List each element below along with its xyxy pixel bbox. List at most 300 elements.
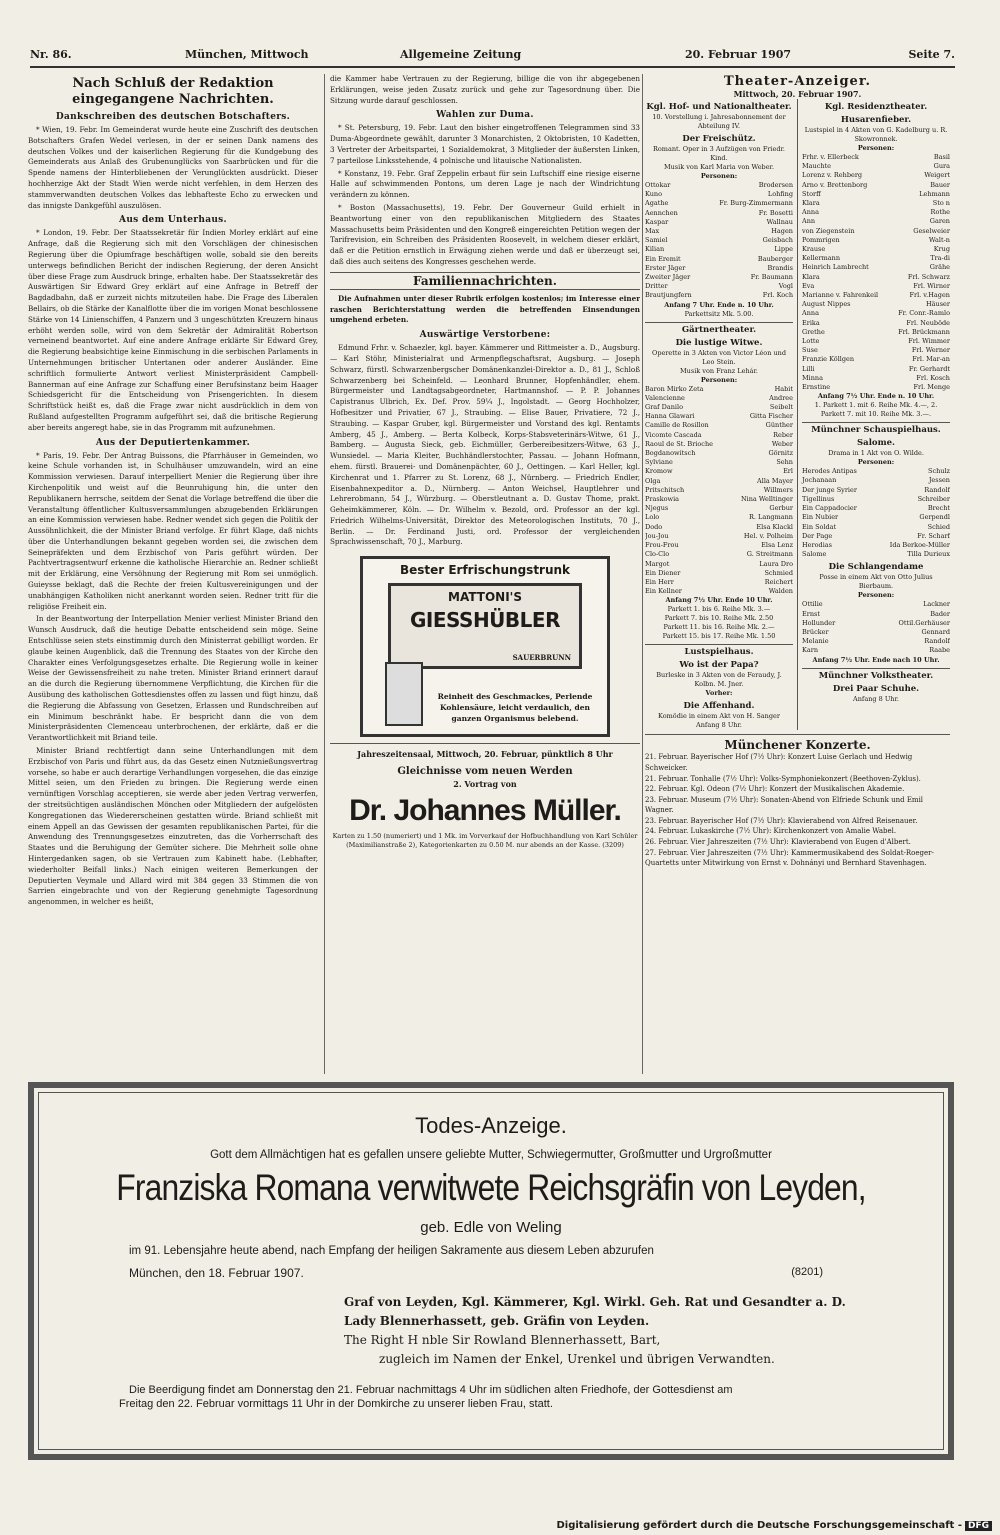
role-name: Krause <box>802 245 826 254</box>
cast-row <box>802 467 950 476</box>
concert-item: 21. Februar. Tonhalle (7½ Uhr): Volks-Symphoniekonzert (Beethoven-Zyklus). <box>645 774 921 783</box>
actor-name: Habit <box>774 384 793 393</box>
cast-row <box>645 431 793 440</box>
actor-name: Garen <box>929 217 950 226</box>
performance-time: Anfang 7½ Uhr. Ende nach 10 Uhr. <box>812 655 940 664</box>
cast-row <box>645 291 793 300</box>
lecture-ticket-info: Karten zu 1.50 (numeriert) und 1 Mk. im Vorverkauf der Hofbuchhandlung von Karl Schüler (Maximilianstraße 2), Kategorienkarten zu 0.50 M. nur abends an der Kasse. (3209) <box>332 832 638 850</box>
cast-row <box>645 264 793 273</box>
cast-heading: Personen: <box>857 458 895 467</box>
cast-row <box>802 328 950 337</box>
theater-hof <box>645 99 793 730</box>
cast-row <box>645 403 793 412</box>
play-genre: Komödie in einem Akt von H. Sanger <box>658 712 780 721</box>
ticket-price: Parkettsitz Mk. 5.00. <box>684 309 754 318</box>
actor-name: Raabe <box>929 646 950 655</box>
theater-name: Kgl. Residenztheater. <box>824 102 928 112</box>
play-music: Musik von Karl Maria von Weber. <box>663 163 775 171</box>
actor-name: Brodersen <box>758 181 793 189</box>
actor-name: Bauer <box>930 180 950 189</box>
role-name: Hollunder <box>802 618 836 627</box>
role-name: Margot <box>645 559 670 568</box>
cast-list <box>802 153 950 392</box>
performance-time: Anfang 7 Uhr. Ende n. 10 Uhr. <box>664 300 774 309</box>
actor-name: Gerpendl <box>919 513 950 522</box>
role-name: Bogdanowitsch <box>645 449 696 458</box>
role-name: Franzie Köllgen <box>802 355 855 364</box>
family-news-note: Die Aufnahmen unter dieser Rubrik erfolgen kostenlos; im Interesse einer raschen Berichterstattung werden die betreffenden Einsendungen umgehend erbeten. <box>330 293 640 325</box>
role-name: Baron Mirko Zeta <box>645 384 704 393</box>
cast-row <box>645 190 793 199</box>
actor-name: Elsa Klackl <box>756 522 793 531</box>
article-heading: Aus dem Unterhaus. <box>119 215 227 226</box>
news-column <box>330 74 640 1074</box>
theater-name: Münchner Schauspielhaus. <box>802 422 950 435</box>
play-title: Der Freischütz. <box>682 134 756 144</box>
role-name: Aennchen <box>645 208 678 217</box>
concert-item: 23. Februar. Museum (7½ Uhr): Sonaten-Abend von Elfriede Schunk und Emil Wagner. <box>645 795 924 815</box>
role-name: Storff <box>802 189 821 198</box>
play-genre: Operette in 3 Akten von Victor Léon und Leo Stein. <box>651 348 786 366</box>
performance-time: Anfang 7½ Uhr. Ende 10 Uhr. <box>665 596 773 605</box>
cast-heading: Personen: <box>700 375 738 384</box>
article-heading: Wahlen zur Duma. <box>436 110 534 121</box>
theater-listing-title: Theater-Anzeiger. <box>723 74 871 89</box>
play-title: Salome. <box>857 438 895 449</box>
cast-row <box>802 319 950 328</box>
play-title: Husarenfieber. <box>840 115 912 125</box>
actor-name: Alla Mayer <box>757 476 793 485</box>
cast-row <box>645 513 793 522</box>
role-name: Erika <box>802 318 820 327</box>
actor-name: Weber <box>771 439 793 448</box>
cast-row <box>645 578 793 587</box>
role-name: Ein Kellner <box>645 587 682 596</box>
role-name: Samiel <box>645 236 668 245</box>
role-name: Ottokar <box>645 181 671 189</box>
role-name: Ein Herr <box>645 577 674 586</box>
ticket-price: 1. Parkett 1. mit 6. Reihe Mk. 4.—, 2. Parkett 7. mit 10. Reihe Mk. 3.—. <box>814 401 938 419</box>
funeral-info: Die Beerdigung findet am Donnerstag den 21. Februar nachmittags 4 Uhr im südlichen alten Friedhofe, der Gottesdienst am <box>129 1384 733 1396</box>
death-notice-place: München, den 18. Februar 1907. <box>129 1266 304 1280</box>
column-rule <box>324 74 325 1074</box>
actor-name: Ottil.Gerhäuser <box>898 618 950 627</box>
article-text: * Wien, 19. Febr. Im Gemeinderat wurde heute eine Zuschrift des deutschen Botschafters Grafen Wedel verlesen, in der er seinen Dank namens des deutschen Volkes und der kaiserlichen Regierung für die Kundgebung des Gemeinderats aus Anlaß des Grubenunglücks von Saarbrücken und für die Spende namens der Hinterbliebenen der Verunglückten ausdrückt. Dieser hochherzige Akt der Stadt Wien werde nicht verfehlen, in dem Herzen des stammverwandten deutschen Volkes das lebhafteste Echo zu erwecken und das innigste Dankgefühl auszulösen. <box>28 125 318 210</box>
actor-name: Lackner <box>923 600 950 609</box>
lecturer-name: Dr. Johannes Müller. <box>349 794 621 828</box>
article-text: * St. Petersburg, 19. Febr. Laut den bisher eingetroffenen Telegrammen sind 33 Duma-Abgeordnete gewählt, darunter 3 Monarchisten, 2 Oktobristen, 10 Kadetten, 3 Vertreter der Arbeitspartei, 1 Sozialdemokrat, 3 Mitglieder der äußersten Linken, 7 parteilose Linksstehende, 4 polnische und litauische Nationalisten. <box>330 123 640 165</box>
obituary-list: Edmund Frhr. v. Schaezler, kgl. bayer. Kämmerer und Rittmeister a. D., Augsburg. — Karl Stöhr, Ministerialrat und Armenpflegschaftsrat, Augsburg. — Joseph Schwarz, fürstl. Schwarzenbergscher Domänenkanzlei-Direktor a. D., 81 J., Schloß Schwarzenberg bei Scheinfeld. — Leonhard Brunner, Hopfenhändler, ehem. Bürgermeister und Landtagsabgeordneter, Hartmannshof. — P. P. Johannes Capistranus Ulbrich, Ex. Def. Prov. 59¼ J., Ingolstadt. — Georg Hochholzer, Hofbesitzer und Privatier, 67 J., Straubing. — Elise Bauer, Privatiere, 72 J., Straubing. — Kaspar Gruber, kgl. Bürgermeister und Vorstand des kgl. Rentamts Amberg, 45 J., Amberg. — Berta Kolbeck, Korps-Stabsveterinärs-Witwe, 61 J., Bamberg. — Augusta Sieck, geb. Eichmüller, Gerbereibesitzers-Witwe, 63 J., Wunsiedel. — Maria Kleiter, Buchhändlerstochter, Passau. — Johann Hofmann, ehem. fürstl. Brauerei- und Domänenpächter, 60 J., Oettingen. — Karl Heller, kgl. Kirchenrat und 1. Pfarrer zu St. Lorenz, 68 J., Nürnberg. — Friedrich Endler, Eisenbahnexpeditor a. D., Nürnberg. — Anton Weichsel, Hauptlehrer und Lehrerobmann, 54 J., Würzburg. — Oberstleutnant a. D. Gustav Thome, prakt. Geheimkämmerer, Köln. — Dr. Wilhelm v. Bezold, ord. Professor an der kgl. Friedrich Wilhelms-Universität, Direktor des Meteorologischen Instituts, 70 J., Berlin. — Dr. Ferdinand Justi, ord. Professor der vergleichenden Sprachwissenschaft, 70 J., Marburg. <box>330 343 640 547</box>
theater-name: Lustspielhaus. <box>645 644 793 657</box>
role-name: Ein Diener <box>645 568 681 577</box>
cast-list <box>802 467 950 559</box>
play-genre: Drama in 1 Akt von O. Wilde. <box>828 449 924 458</box>
paper-name: Allgemeine Zeitung <box>400 48 522 61</box>
actor-name: Günther <box>765 421 793 430</box>
role-name: Klara <box>802 199 820 208</box>
role-name: Njegus <box>645 504 669 513</box>
cast-row <box>645 449 793 458</box>
actor-name: Frl. Brückmann <box>898 327 950 336</box>
cast-row <box>645 467 793 476</box>
ad-brand: MATTONI'S <box>448 590 522 605</box>
performance-time: Anfang 8 Uhr. <box>696 721 742 730</box>
cast-row <box>802 181 950 190</box>
article-heading: Dankschreiben des deutschen Botschafters. <box>55 112 291 122</box>
cast-list <box>802 600 950 655</box>
cast-row <box>802 291 950 300</box>
actor-name: Nina Welltinger <box>740 495 793 504</box>
cast-row <box>645 440 793 449</box>
actor-name: Frl. Menge <box>913 383 950 392</box>
cast-row <box>645 236 793 245</box>
actor-name: Geisbach <box>762 236 793 245</box>
cast-row <box>802 263 950 272</box>
lecture-number: 2. Vortrag von <box>453 779 517 790</box>
cast-row <box>645 477 793 486</box>
cast-row <box>645 569 793 578</box>
cast-row <box>645 532 793 541</box>
role-name: Max <box>645 227 660 236</box>
funeral-info: Freitag den 22. Februar vormittags 11 Uhr in der Domkirche zu unserer lieben Frau, statt. <box>119 1398 553 1410</box>
concert-item: 23. Februar. Bayerischer Hof (7½ Uhr): Klavierabend von Alfred Reisenauer. <box>645 816 918 825</box>
actor-name: Tra-di <box>930 254 950 263</box>
actor-name: Schied <box>927 522 950 531</box>
role-name: Der Page <box>802 531 833 540</box>
actor-name: Frl. Mar-an <box>912 355 950 364</box>
role-name: Ernstine <box>802 383 831 392</box>
actor-name: Elsa Lenz <box>761 541 793 550</box>
actor-name: Frl. Wimmer <box>908 337 950 346</box>
actor-name: Ida Berkoe-Müller <box>889 540 950 549</box>
cast-row <box>802 637 950 646</box>
cast-row <box>802 300 950 309</box>
family-news-title: Familiennachrichten. <box>330 272 640 290</box>
cast-row <box>802 619 950 628</box>
cast-heading: Personen: <box>700 172 738 180</box>
play-genre: Romant. Oper in 3 Aufzügen von Friedr. Kind. <box>653 145 785 162</box>
cast-row <box>645 458 793 467</box>
price-list <box>645 605 793 641</box>
concert-list <box>645 752 950 869</box>
actor-name: Fr. Gerhardt <box>908 364 950 373</box>
actor-name: Reichert <box>764 577 793 586</box>
cast-row <box>802 273 950 282</box>
role-name: Herodias <box>802 540 832 549</box>
death-notice-title: Todes-Anzeige. <box>415 1113 567 1138</box>
role-name: Frou-Frou <box>645 541 679 550</box>
cast-row <box>645 504 793 513</box>
role-name: von Ziegenstein <box>802 226 855 235</box>
cast-row <box>802 309 950 318</box>
cast-row <box>645 495 793 504</box>
actor-name: Sto n <box>932 199 950 208</box>
performance-time: Anfang 8 Uhr. <box>853 694 899 703</box>
death-notice-frame <box>38 1092 944 1450</box>
actor-name: Walden <box>768 587 793 596</box>
cast-row <box>645 282 793 291</box>
actor-name: Bauberger <box>757 254 793 263</box>
role-name: August Nippes <box>802 300 851 309</box>
role-name: Hanna Glawari <box>645 412 695 421</box>
issue-number: Nr. 86. <box>30 48 72 61</box>
role-name: Kilian <box>645 245 665 254</box>
cast-row <box>802 346 950 355</box>
cast-row <box>802 254 950 263</box>
role-name: Sylviane <box>645 458 673 467</box>
cast-row <box>645 394 793 403</box>
cast-row <box>645 245 793 254</box>
actor-name: Geselweier <box>913 226 950 235</box>
cast-row <box>802 162 950 171</box>
role-name: Lorenz v. Rehberg <box>802 171 863 180</box>
cast-row <box>645 209 793 218</box>
ad-product-name: GIESSHÜBLER <box>410 608 560 633</box>
concert-item: 26. Februar. Vier Jahreszeiten (7½ Uhr): Klavierabend von Eugen d'Albert. <box>645 838 911 847</box>
cast-row <box>802 282 950 291</box>
role-name: Valencienne <box>645 393 685 402</box>
role-name: Salome <box>802 550 827 559</box>
role-name: Ein Nubier <box>802 513 839 522</box>
role-name: Zweiter Jäger <box>645 273 691 282</box>
city-date: München, Mittwoch <box>185 48 309 61</box>
cast-row <box>802 646 950 655</box>
theater-column <box>645 74 950 1074</box>
role-name: Mauchte <box>802 162 832 171</box>
cast-row <box>802 199 950 208</box>
signatory: Lady Blennerhassett, geb. Gräfin von Leyden. <box>344 1314 650 1328</box>
actor-name: Gura <box>933 162 950 171</box>
cast-row <box>802 190 950 199</box>
actor-name: Grähe <box>929 263 950 272</box>
actor-name: Schmied <box>764 568 793 577</box>
actor-name: Fr. Conr.-Ramlo <box>898 309 950 318</box>
cast-row <box>645 560 793 569</box>
role-name: Ein Soldat <box>802 522 837 531</box>
play-genre: Burleske in 3 Akten von de Feraudy, J. Kolbn. M. Jner. <box>656 671 782 689</box>
actor-name: Frl. Werner <box>911 346 950 355</box>
cast-row <box>802 208 950 217</box>
cast-row <box>802 550 950 559</box>
credit-text: Digitalisierung gefördert durch die Deutsche Forschungsgemeinschaft - <box>556 1520 962 1531</box>
actor-name: Lippe <box>774 245 793 254</box>
article-text: * Paris, 19. Febr. Der Antrag Buissons, die Pfarrhäuser in Gemeinden, wo keine Schule vorhanden ist, in Schulhäuser umzuwandeln, wird an eine Kommission verwiesen. Darauf interpelliert Menier die Regierung über ihre Kirchenpolitik und weist auf die Beunruhigung hin, die unter den Republikanern herrsche, seitdem der Senat die Vorlage betreffend die über die Veranstaltung öffentlicher Kultusversammlungen abzugebenden Erklärungen an eine Kommission verwiesen habe. Redner wendet sich gegen die Politik der Aussöhnlichkeit, die der Minister Briand verfolge. Er führt Klage, daß nichts über die Unterhandlungen bekannt gegeben worden sei, die zwischen dem Seinepräfekten und dem Erzbischof von Paris geführt würden. Der Pachtvertragsentwurf erkenne die katholische Hierarchie an. Redner schließt mit der Erklärung, eine Versöhnung der Regierung mit Rom sei unmöglich. Guieysse beklagt, daß die Rechte der freien Kultusvereinigungen und der unabhängigen Katholiken nicht anerkannt worden seien. Redner tritt für die religiöse Freiheit ein. <box>28 450 318 611</box>
cast-row <box>802 236 950 245</box>
cast-row <box>802 374 950 383</box>
actor-name: Rothe <box>930 208 950 217</box>
signatory-note: zugleich im Namen der Enkel, Urenkel und übrigen Verwandten. <box>379 1352 775 1366</box>
cast-row <box>802 504 950 513</box>
role-name: Grethe <box>802 327 825 336</box>
price-item: Parkett 7. bis 10. Reihe Mk. 2.50 <box>664 614 774 623</box>
theater-name: Kgl. Hof- und Nationaltheater. <box>646 102 792 112</box>
role-name: Pritschitsch <box>645 485 685 494</box>
cast-row <box>645 218 793 227</box>
theater-name: Münchner Volkstheater. <box>802 668 950 681</box>
actor-name: Brecht <box>927 504 950 513</box>
actor-name: Weigert <box>924 171 950 180</box>
actor-name: Erl <box>783 467 793 476</box>
actor-name: Brandis <box>767 263 793 272</box>
dfg-logo: DFG <box>965 1521 992 1531</box>
actor-name: Randolf <box>924 637 950 646</box>
actor-name: Frl. v.Hagen <box>909 291 950 300</box>
actor-name: Gitta Fischer <box>749 412 793 421</box>
concerts-title: Münchener Konzerte. <box>645 734 950 752</box>
cast-row <box>802 355 950 364</box>
cast-row <box>802 383 950 392</box>
role-name: Kuno <box>645 190 662 199</box>
article-text: die Kammer habe Vertrauen zu der Regierung, billige die von ihr abgegebenen Erklärungen, weise jeden Zusatz zurück und gehe zur Tagesordnung über. Die Sitzung wurde darauf geschlossen. <box>330 74 640 105</box>
role-name: Marianne v. Fahrenkeil <box>802 291 879 300</box>
cast-row <box>802 532 950 541</box>
role-name: Anna <box>802 208 819 217</box>
article-text: * Boston (Massachusetts), 19. Febr. Der Gouverneur Guild erhielt in Beantwortung einer von den republikanischen Mitgliedern des Staates Massachusetts beim Präsidenten und den Kongreß eingereichten Petition wegen der Tarifrevision, ein Schreiben des Präsidenten Roosevelt, in welchem dieser erklärt, daß er die Petition ernstlich in Erwägung ziehen werde und daß er überzeugt sei, daß dies auch seitens des Kongresses geschehen werde. <box>330 202 640 266</box>
role-name: Brautjungfern <box>645 291 692 300</box>
concert-item: 24. Februar. Lukaskirche (7½ Uhr): Kirchenkonzert von Amalie Wabel. <box>645 827 897 836</box>
cast-row <box>645 523 793 532</box>
role-name: Heinrich Lambrecht <box>802 263 869 272</box>
play-note: Vorher: <box>705 689 733 698</box>
actor-name: Jessen <box>928 476 950 485</box>
actor-name: G. Streitmann <box>746 550 793 559</box>
actor-name: Frl. Neuböde <box>906 318 950 327</box>
actor-name: Laura Dro <box>759 559 793 568</box>
cast-row <box>802 217 950 226</box>
role-name: Frhr. v. Ellerbeck <box>802 153 859 161</box>
news-column <box>28 74 318 1074</box>
cast-list <box>645 181 793 301</box>
signatory: The Right H nble Sir Rowland Blennerhassett, Bart, <box>344 1333 661 1347</box>
play-title: Die Affenhand. <box>683 701 755 712</box>
role-name: Klara <box>802 272 820 281</box>
cast-heading: Personen: <box>857 144 895 152</box>
cast-row <box>802 153 950 162</box>
article-text: * Konstanz, 19. Febr. Graf Zeppelin erbaut für sein Luftschiff eine riesige eiserne Halle auf schwimmenden Pontons, um deren Lage je nach der Windrichtung verändern zu können. <box>330 168 640 200</box>
family-news-subtitle: Auswärtige Verstorbene: <box>419 330 551 341</box>
role-name: Ernst <box>802 609 820 618</box>
bottle-icon <box>385 662 423 726</box>
cast-row <box>802 495 950 504</box>
cast-row <box>802 227 950 236</box>
death-notice-text: im 91. Lebensjahre heute abend, nach Empfang der heiligen Sakramente aus diesem Leben abzurufen <box>129 1245 654 1257</box>
role-name: Lotte <box>802 337 820 346</box>
play-title: Drei Paar Schuhe. <box>832 683 920 694</box>
play-title: Die Schlangendame <box>828 562 924 573</box>
article-text: In der Beantwortung der Interpellation Menier verliest Minister Briand den Wunsch Ausdruck, daß die heutige Debatte entscheidend sein möge. Seine Entschlüsse seien stets einstimmig durch den Ministerrat gebilligt worden. Er glaube keinen Augenblick, daß die Trennung des Staates von der Kirche den Charakter eines Verfolgungsgesetzes erhalte. Die Regierung wolle in keiner Weise der Gewissensfreiheit zu nahe treten. Minister Briand erinnert darauf an die durch die Regierung übernommene Verpflichtung, die Kirchen für die Ausübung des katholischen Gottesdienstes offen zu lassen und fügt hinzu, daß die Regierung die Abfassung von Gesetzen, Erlassen und Rundschreiben auf ein Minimum beschränkt habe. Er bespricht dann die von dem Ministerpräsidenten Clemenceau unterbrochenen, der erklärte, daß er die Verantwortlichkeit mit Briand teile. <box>28 614 318 743</box>
cast-row <box>802 245 950 254</box>
role-name: Brücker <box>802 627 829 636</box>
issue-date: 20. Februar 1907 <box>685 48 792 61</box>
role-name: Der junge Syrier <box>802 485 857 494</box>
concert-item: 22. Februar. Kgl. Odeon (7½ Uhr): Konzert der Musikalischen Akademie. <box>645 785 905 794</box>
theater-res <box>797 99 950 730</box>
actor-name: Frl. Kosch <box>916 373 950 382</box>
ad-product-sub: SAUERBRUNN <box>512 653 571 663</box>
actor-name: Frl. Schwarz <box>907 272 950 281</box>
role-name: Arno v. Brettenborg <box>802 180 868 189</box>
play-genre: Lustspiel in 4 Akten von G. Kadelburg u. R. Skowronnek. <box>804 126 948 143</box>
cast-row <box>802 600 950 609</box>
ad-label <box>388 583 582 669</box>
cast-row <box>645 273 793 282</box>
role-name: Kromow <box>645 467 673 476</box>
digitization-credit <box>556 1520 992 1531</box>
cast-row <box>645 412 793 421</box>
actor-name: Fr. Burg-Zimmermann <box>719 199 793 208</box>
actor-name: Hel. v. Polheim <box>743 531 793 540</box>
cast-row <box>645 199 793 208</box>
cast-row <box>645 486 793 495</box>
role-name: Anna <box>802 309 819 318</box>
cast-row <box>802 513 950 522</box>
performance-note: 10. Vorstellung i. Jahresabonnement der Abteilung IV. <box>652 113 786 130</box>
role-name: Dritter <box>645 282 668 291</box>
actor-name: Gennard <box>921 627 950 636</box>
actor-name: Willmers <box>763 485 793 494</box>
role-name: Camille de Rosillon <box>645 421 709 430</box>
actor-name: Fr. Bosetti <box>758 208 793 217</box>
role-name: Minna <box>802 373 823 382</box>
play-genre: Posse in einem Akt von Otto Julius Bierbaum. <box>819 573 933 591</box>
actor-name: Tilla Durieux <box>907 550 950 559</box>
actor-name: Schreiber <box>917 494 950 503</box>
play-title: Wo ist der Papa? <box>679 660 759 671</box>
role-name: Raoul de St. Brioche <box>645 439 713 448</box>
role-name: Vicomte Cascada <box>645 430 702 439</box>
death-notice-code: (8201) <box>791 1266 823 1278</box>
role-name: Ann <box>802 217 816 226</box>
role-name: Tigellinus <box>802 494 835 503</box>
death-notice <box>28 1082 954 1460</box>
role-name: Ein Eremit <box>645 254 681 263</box>
deceased-birth-name: geb. Edle von Weling <box>420 1219 562 1236</box>
role-name: Kaspar <box>645 217 669 226</box>
cast-row <box>645 385 793 394</box>
theater-row <box>645 99 950 730</box>
cast-row <box>802 476 950 485</box>
actor-name: Reber <box>773 430 793 439</box>
cast-row <box>645 541 793 550</box>
actor-name: Gerbur <box>769 504 793 513</box>
cast-list <box>645 385 793 597</box>
cast-row <box>645 181 793 190</box>
role-name: Herodes Antipas <box>802 467 857 476</box>
actor-name: Sehn <box>776 458 793 467</box>
role-name: Praskowia <box>645 495 680 504</box>
death-notice-intro: Gott dem Allmächtigen hat es gefallen unsere geliebte Mutter, Schwiegermutter, Großmutter und Urgroßmutter <box>210 1149 772 1161</box>
actor-name: R. Langmann <box>749 513 793 522</box>
actor-name: Fr. Scharf <box>917 531 950 540</box>
cast-row <box>645 587 793 596</box>
actor-name: Lehmann <box>919 189 950 198</box>
cast-row <box>802 541 950 550</box>
signatory: Graf von Leyden, Kgl. Kämmerer, Kgl. Wirkl. Geh. Rat und Gesandter a. D. <box>344 1295 846 1309</box>
performance-time: Anfang 7½ Uhr. Ende n. 10 Uhr. <box>817 392 935 401</box>
theater-name: Gärtnertheater. <box>645 322 793 335</box>
role-name: Olga <box>645 476 661 485</box>
cast-heading: Personen: <box>857 591 895 600</box>
role-name: Lolo <box>645 513 660 522</box>
cast-row <box>802 365 950 374</box>
cast-row <box>645 227 793 236</box>
actor-name: Lohfing <box>767 190 793 199</box>
actor-name: Randolf <box>924 485 950 494</box>
price-item: Parkett 15. bis 17. Reihe Mk. 1.50 <box>662 632 776 641</box>
cast-row <box>802 610 950 619</box>
cast-row <box>645 421 793 430</box>
article-text: Minister Briand rechtfertigt dann seine Unterhandlungen mit dem Erzbischof von Paris und führt aus, da das Gesetz einen Nutznießungsvertrag vorsehe, so habe er auch derartige Verhandlungen vorgesehen, die das einzige Mittel seien, um den Frieden zu bringen. Die Regierung werde einen vernünftigen Vorschlag acceptieren, sie werde aber jeden Vertrag verwerfen, der streitsüchtigen ausländischen Mönchen oder Mitgliedern der aufgelösten Kongregationen das Wiedererscheinen gestatten würde. Briand schließt mit einem Appell an das Gewissen der gesamten republikanischen Partei, für die Anwendung des Trennungsgesetzes einzutreten, das die Vorherrschaft des Staates und die Beruhigung der Gemüter sichere. Die Mehrheit solle ohne Hintergedanken sagen, ob sie Vertrauen zum Kabinett habe. (Lebhafter, wiederholter Beifall links.) Nach einigen weiteren Bemerkungen der Deputierten Veymale und Allard wird mit 384 gegen 33 Stimmen die von Sarrien eingebrachte und von der Regierung genehmigte Tagesordnung angenommen, in welcher es heißt, <box>28 746 318 907</box>
